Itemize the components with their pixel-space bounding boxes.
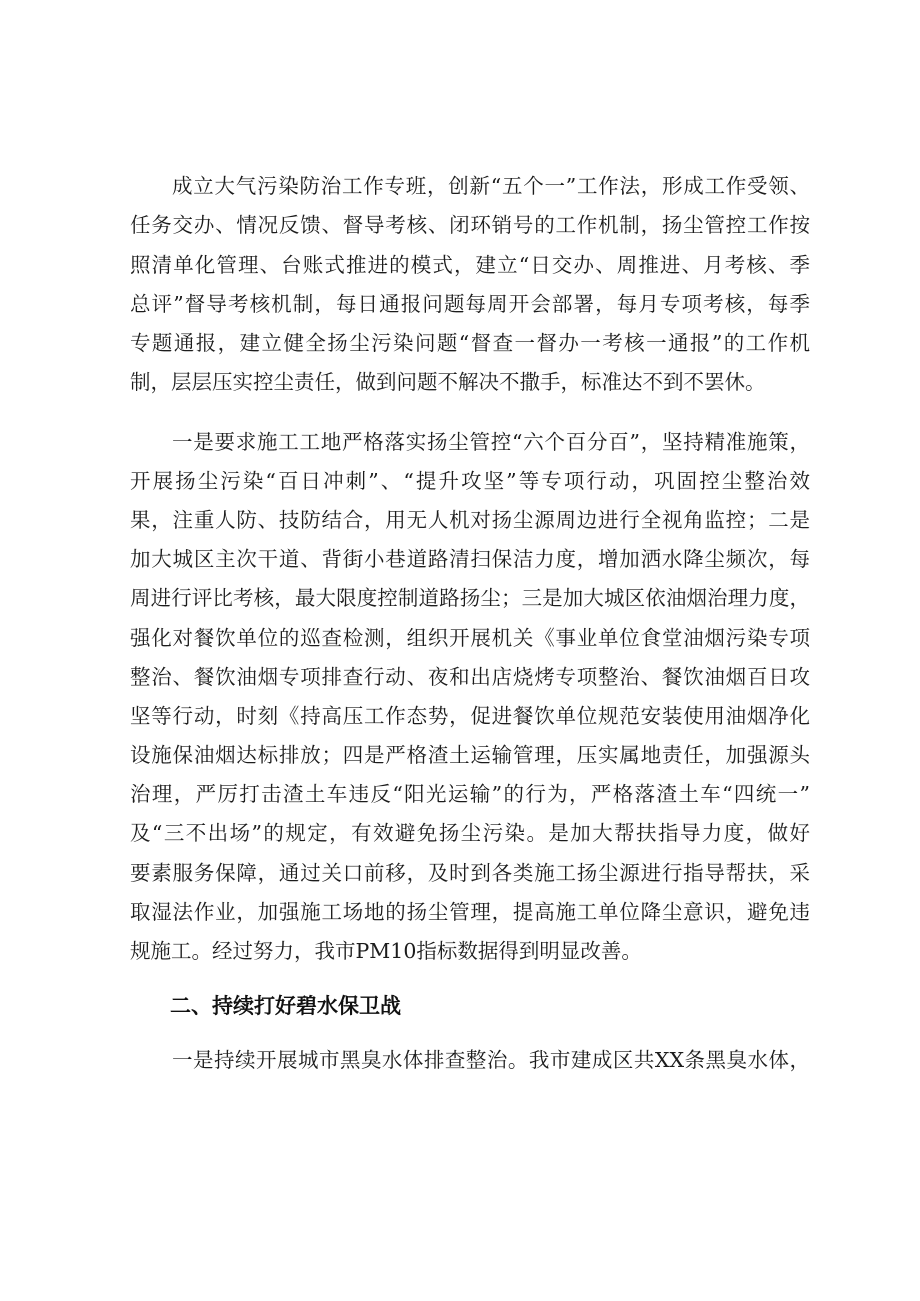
paragraph-3-line-1: 一是持续开展城市黑臭水体排查整治。我市建成区共XX条黑臭水体， [172, 1048, 810, 1072]
paragraph-1-line-4: 总评”督导考核机制，每日通报问题每周开会部署，每月专项考核，每季 [130, 292, 810, 316]
paragraph-2-line-2: 开展扬尘污染“百日冲刺”、“提升攻坚”等专项行动，巩固控尘整治效 [130, 469, 810, 493]
paragraph-2-line-12: 要素服务保障，通过关口前移，及时到各类施工扬尘源进行指导帮扶，采 [130, 861, 810, 885]
section-heading: 二、持续打好碧水保卫战 [170, 994, 401, 1018]
paragraph-2-line-4: 加大城区主次干道、背街小巷道路清扫保洁力度，增加洒水降尘频次，每 [130, 547, 810, 571]
paragraph-1-line-6: 制，层层压实控尘责任，做到问题不解决不撒手，标准达不到不罢休。 [130, 370, 766, 394]
paragraph-2-line-5: 周进行评比考核，最大限度控制道路扬尘；三是加大城区依油烟治理力度， [130, 586, 810, 610]
paragraph-2-line-13: 取湿法作业，加强施工场地的扬尘管理，提高施工单位降尘意识，避免违 [130, 900, 810, 924]
paragraph-2-line-10: 治理，严厉打击渣土车违反“阳光运输”的行为，严格落渣土车“四统一” [130, 782, 810, 806]
paragraph-2-line-14: 规施工。经过努力，我市PM10指标数据得到明显改善。 [130, 939, 642, 963]
paragraph-2-line-3: 果，注重人防、技防结合，用无人机对扬尘源周边进行全视角监控；二是 [130, 508, 810, 532]
paragraph-1-line-2: 任务交办、情况反馈、督导考核、闭环销号的工作机制，扬尘管控工作按 [130, 213, 810, 237]
paragraph-1-line-1: 成立大气污染防治工作专班，创新“五个一”工作法，形成工作受领、 [172, 174, 810, 198]
paragraph-2-line-1: 一是要求施工工地严格落实扬尘管控“六个百分百”，坚持精准施策， [172, 430, 810, 454]
paragraph-2-line-7: 整治、餐饮油烟专项排查行动、夜和出店烧烤专项整治、餐饮油烟百日攻 [130, 665, 810, 689]
paragraph-1-line-3: 照清单化管理、台账式推进的模式，建立“日交办、周推进、月考核、季 [130, 253, 810, 277]
paragraph-2-line-11: 及“三不出场”的规定，有效避免扬尘污染。是加大帮扶指导力度，做好 [130, 821, 810, 845]
paragraph-2-line-9: 设施保油烟达标排放；四是严格渣土运输管理，压实属地责任，加强源头 [130, 743, 810, 767]
paragraph-2-line-8: 坚等行动，时刻《持高压工作态势，促进餐饮单位规范安装使用油烟净化 [130, 704, 810, 728]
paragraph-1-line-5: 专题通报，建立健全扬尘污染问题“督查一督办一考核一通报”的工作机 [130, 331, 810, 355]
paragraph-2-line-6: 强化对餐饮单位的巡查检测，组织开展机关《事业单位食堂油烟污染专项 [130, 626, 810, 650]
